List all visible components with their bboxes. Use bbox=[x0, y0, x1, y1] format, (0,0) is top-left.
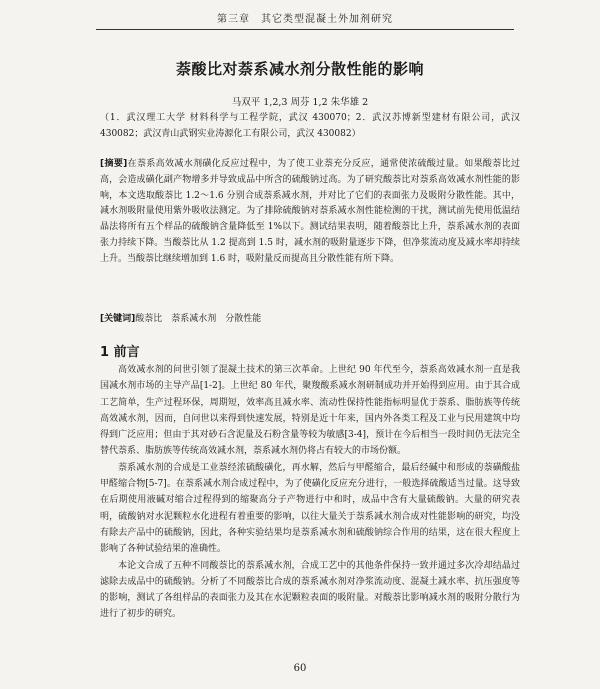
running-head: 第三章 其它类型混凝土外加剂研究 bbox=[96, 10, 514, 30]
abstract-label: [摘要] bbox=[100, 159, 128, 169]
author-list: 马双平 1,2,3 周芬 1,2 朱华雄 2 bbox=[231, 97, 369, 108]
affiliation: （1．武汉理工大学 材料科学与工程学院，武汉 430070；2．武汉苏博新型建材有限公司，武汉 430082；武汉青山武钢实业涛源化工有限公司，武汉 430082） bbox=[100, 113, 520, 139]
paper-title: 萘酸比对萘系减水剂分散性能的影响 bbox=[175, 60, 424, 78]
body-text bbox=[100, 362, 520, 623]
page-number: 60 bbox=[293, 663, 307, 674]
keywords bbox=[100, 311, 520, 324]
keywords-text: 酸萘比 萘系减水剂 分散性能 bbox=[135, 314, 262, 324]
paragraph: 萘系减水剂的合成是工业萘经浓硫酸磺化，再水解，然后与甲醛缩合，最后经碱中和形成的萘磺酸盐甲醛缩合物[5-7]。在萘系减水剂合成过程中，为了使磺化反应充分进行，一般选择硫酸适当过量。这导致在后期使用液碱对缩合过程得到的缩聚高分子产物进行中和时，成品中含有大量硫酸钠。大量的研究表明，硫酸钠对水泥颗粒水化进程有着重要的影响，以往大量关于萘系减水剂合成对性能影响的研究，均没有除去产品中的硫酸钠，因此，各种实验结果均是萘系减水剂和硫酸钠综合作用的结果，这在很大程度上影响了各种试验结果的准确性。 bbox=[100, 462, 520, 555]
abstract bbox=[100, 157, 520, 268]
abstract-text: 在萘系高效减水剂磺化反应过程中，为了使工业萘充分反应，通常使浓硫酸过量。如果酸萘比过高，会造成磺化副产物增多并导致成品中所含的硫酸钠过高。为了研究酸萘比对萘系高效减水剂性能的影响，本文选取酸萘比 1.2～1.6 分别合成萘系减水剂，并对比了它们的表面张力及吸附分散性能。其中，减水剂吸附量使用紫外吸收法测定。为了排除硫酸钠对萘系减水剂性能检测的干扰，测试前先使用低温结晶法将所有五个样品的硫酸钠含量降低至 1%以下。测试结果表明，随着酸萘比上升，萘系减水剂的表面张力持续下降。当酸萘比从 1.2 提高到 1.5 时，减水剂的吸附量逐步下降，但净浆流动度及减水率却持续上升。当酸萘比继续增加到 1.6 时，吸附量反而提高且分散性能有所下降。 bbox=[100, 159, 520, 264]
paragraph: 高效减水剂的问世引领了混凝土技术的第三次革命。上世纪 90 年代至今，萘系高效减水剂一直是我国减水剂市场的主导产品[1-2]。上世纪 80 年代，聚羧酸系减水剂研制成功并开始得到应用。由于其合成工艺简单，生产过程环保，周期短，效率高且减水率、流动性保持性能指标明显优于萘系、脂肪族等传统高效减水剂，因而，自问世以来得到快速发展，特别是近十年来，国内外各类工程及工业与民用建筑中均得到广泛应用；但由于其对砂石含泥量及石粉含量等较为敏感[3-4]，预计在今后相当一段时间仍无法完全替代萘系、脂肪族等传统高效减水剂，萘系减水剂仍将占有较大的市场份额。 bbox=[100, 365, 520, 457]
paragraph: 本论文合成了五种不同酸萘比的萘系减水剂，合成工艺中的其他条件保持一致并通过多次冷却结晶过滤除去成品中的硫酸钠。分析了不同酸萘比合成的萘系减水剂对净浆流动度、混凝土减水率、抗压强度等的影响，测试了各组样品的表面张力及其在水泥颗粒表面的吸附量。对酸萘比影响减水剂的吸附分散行为进行了初步的研究。 bbox=[100, 560, 520, 620]
section-heading bbox=[100, 341, 140, 360]
keywords-label: [关键词] bbox=[100, 314, 136, 324]
section-title: 前言 bbox=[113, 345, 140, 360]
section-number: 1 bbox=[100, 345, 110, 360]
